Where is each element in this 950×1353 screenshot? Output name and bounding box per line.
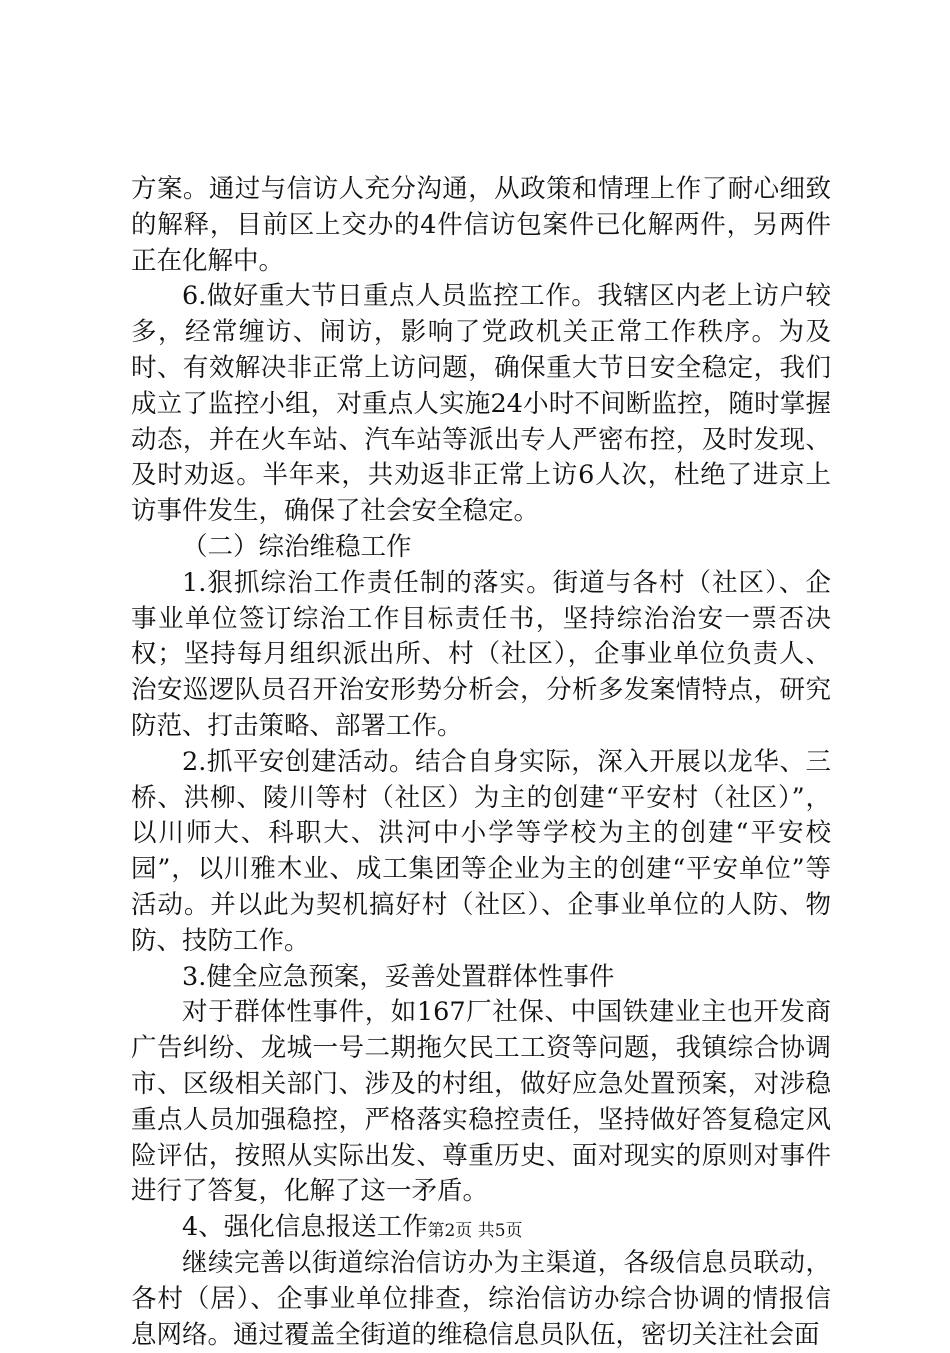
paragraph-item-3-body: 对于群体性事件，如167厂社保、中国铁建业主也开发商广告纠纷、龙城一号二期拖欠民工工资等问题，我镇综合协调市、区级相关部门、涉及的村组，做好应急处置预案，对涉稳重点人员加强稳控，严格落实稳控责任，坚持做好答复稳定风险评估，按照从实际出发、尊重历史、面对现实的原则对事件进行了答复，化解了这一矛盾。 xyxy=(131,997,831,1207)
paragraph-item-6: 6.做好重大节日重点人员监控工作。我辖区内老上访户较多，经常缠访、闹访，影响了党政机关正常工作秩序。为及时、有效解决非正常上访问题，确保重大节日安全稳定，我们成立了监控小组，对重点人实施24小时不间断监控，随时掌握动态，并在火车站、汽车站等派出专人严密布控，及时发现、及时劝返。半年来，共劝返非正常上访6人次，杜绝了进京上访事件发生，确保了社会安全稳定。 xyxy=(131,281,831,527)
paragraph-continuation: 方案。通过与信访人充分沟通，从政策和情理上作了耐心细致的解释，目前区上交办的4件信访包案件已化解两件，另两件正在化解中。 xyxy=(131,174,831,276)
paragraph-item-4-body: 继续完善以街道综治信访办为主渠道，各级信息员联动，各村（居）、企事业单位排查，综治信访办综合协调的情报信息网络。通过覆盖全街道的维稳信息员队伍，密切关注社会面 xyxy=(131,1247,831,1350)
document-body xyxy=(131,172,831,1353)
paragraph-item-2: 2.抓平安创建活动。结合自身实际，深入开展以龙华、三桥、洪柳、陵川等村（社区）为主的创建“平安村（社区）”，以川师大、科职大、洪河中小学等学校为主的创建“平安校园”，以川雅木业、成工集团等企业为主的创建“平安单位”等活动。并以此为契机搞好村（社区）、企事业单位的人防、物防、技防工作。 xyxy=(131,746,831,956)
paragraph-item-4-heading: 4、强化信息报送工作 xyxy=(182,1212,428,1243)
section-heading-2: （二）综治维稳工作 xyxy=(182,531,412,562)
paragraph-item-1: 1.狠抓综治工作责任制的落实。街道与各村（社区）、企事业单位签订综治工作目标责任书，坚持综治治安一票否决权；坚持每月组织派出所、村（社区），企事业单位负责人、治安巡逻队员召开治安形势分析会，分析多发案情特点，研究防范、打击策略、部署工作。 xyxy=(131,567,831,741)
page-number-footer: 第2页 共5页 xyxy=(427,1221,523,1241)
paragraph-item-3-heading: 3.健全应急预案，妥善处置群体性事件 xyxy=(182,961,615,992)
